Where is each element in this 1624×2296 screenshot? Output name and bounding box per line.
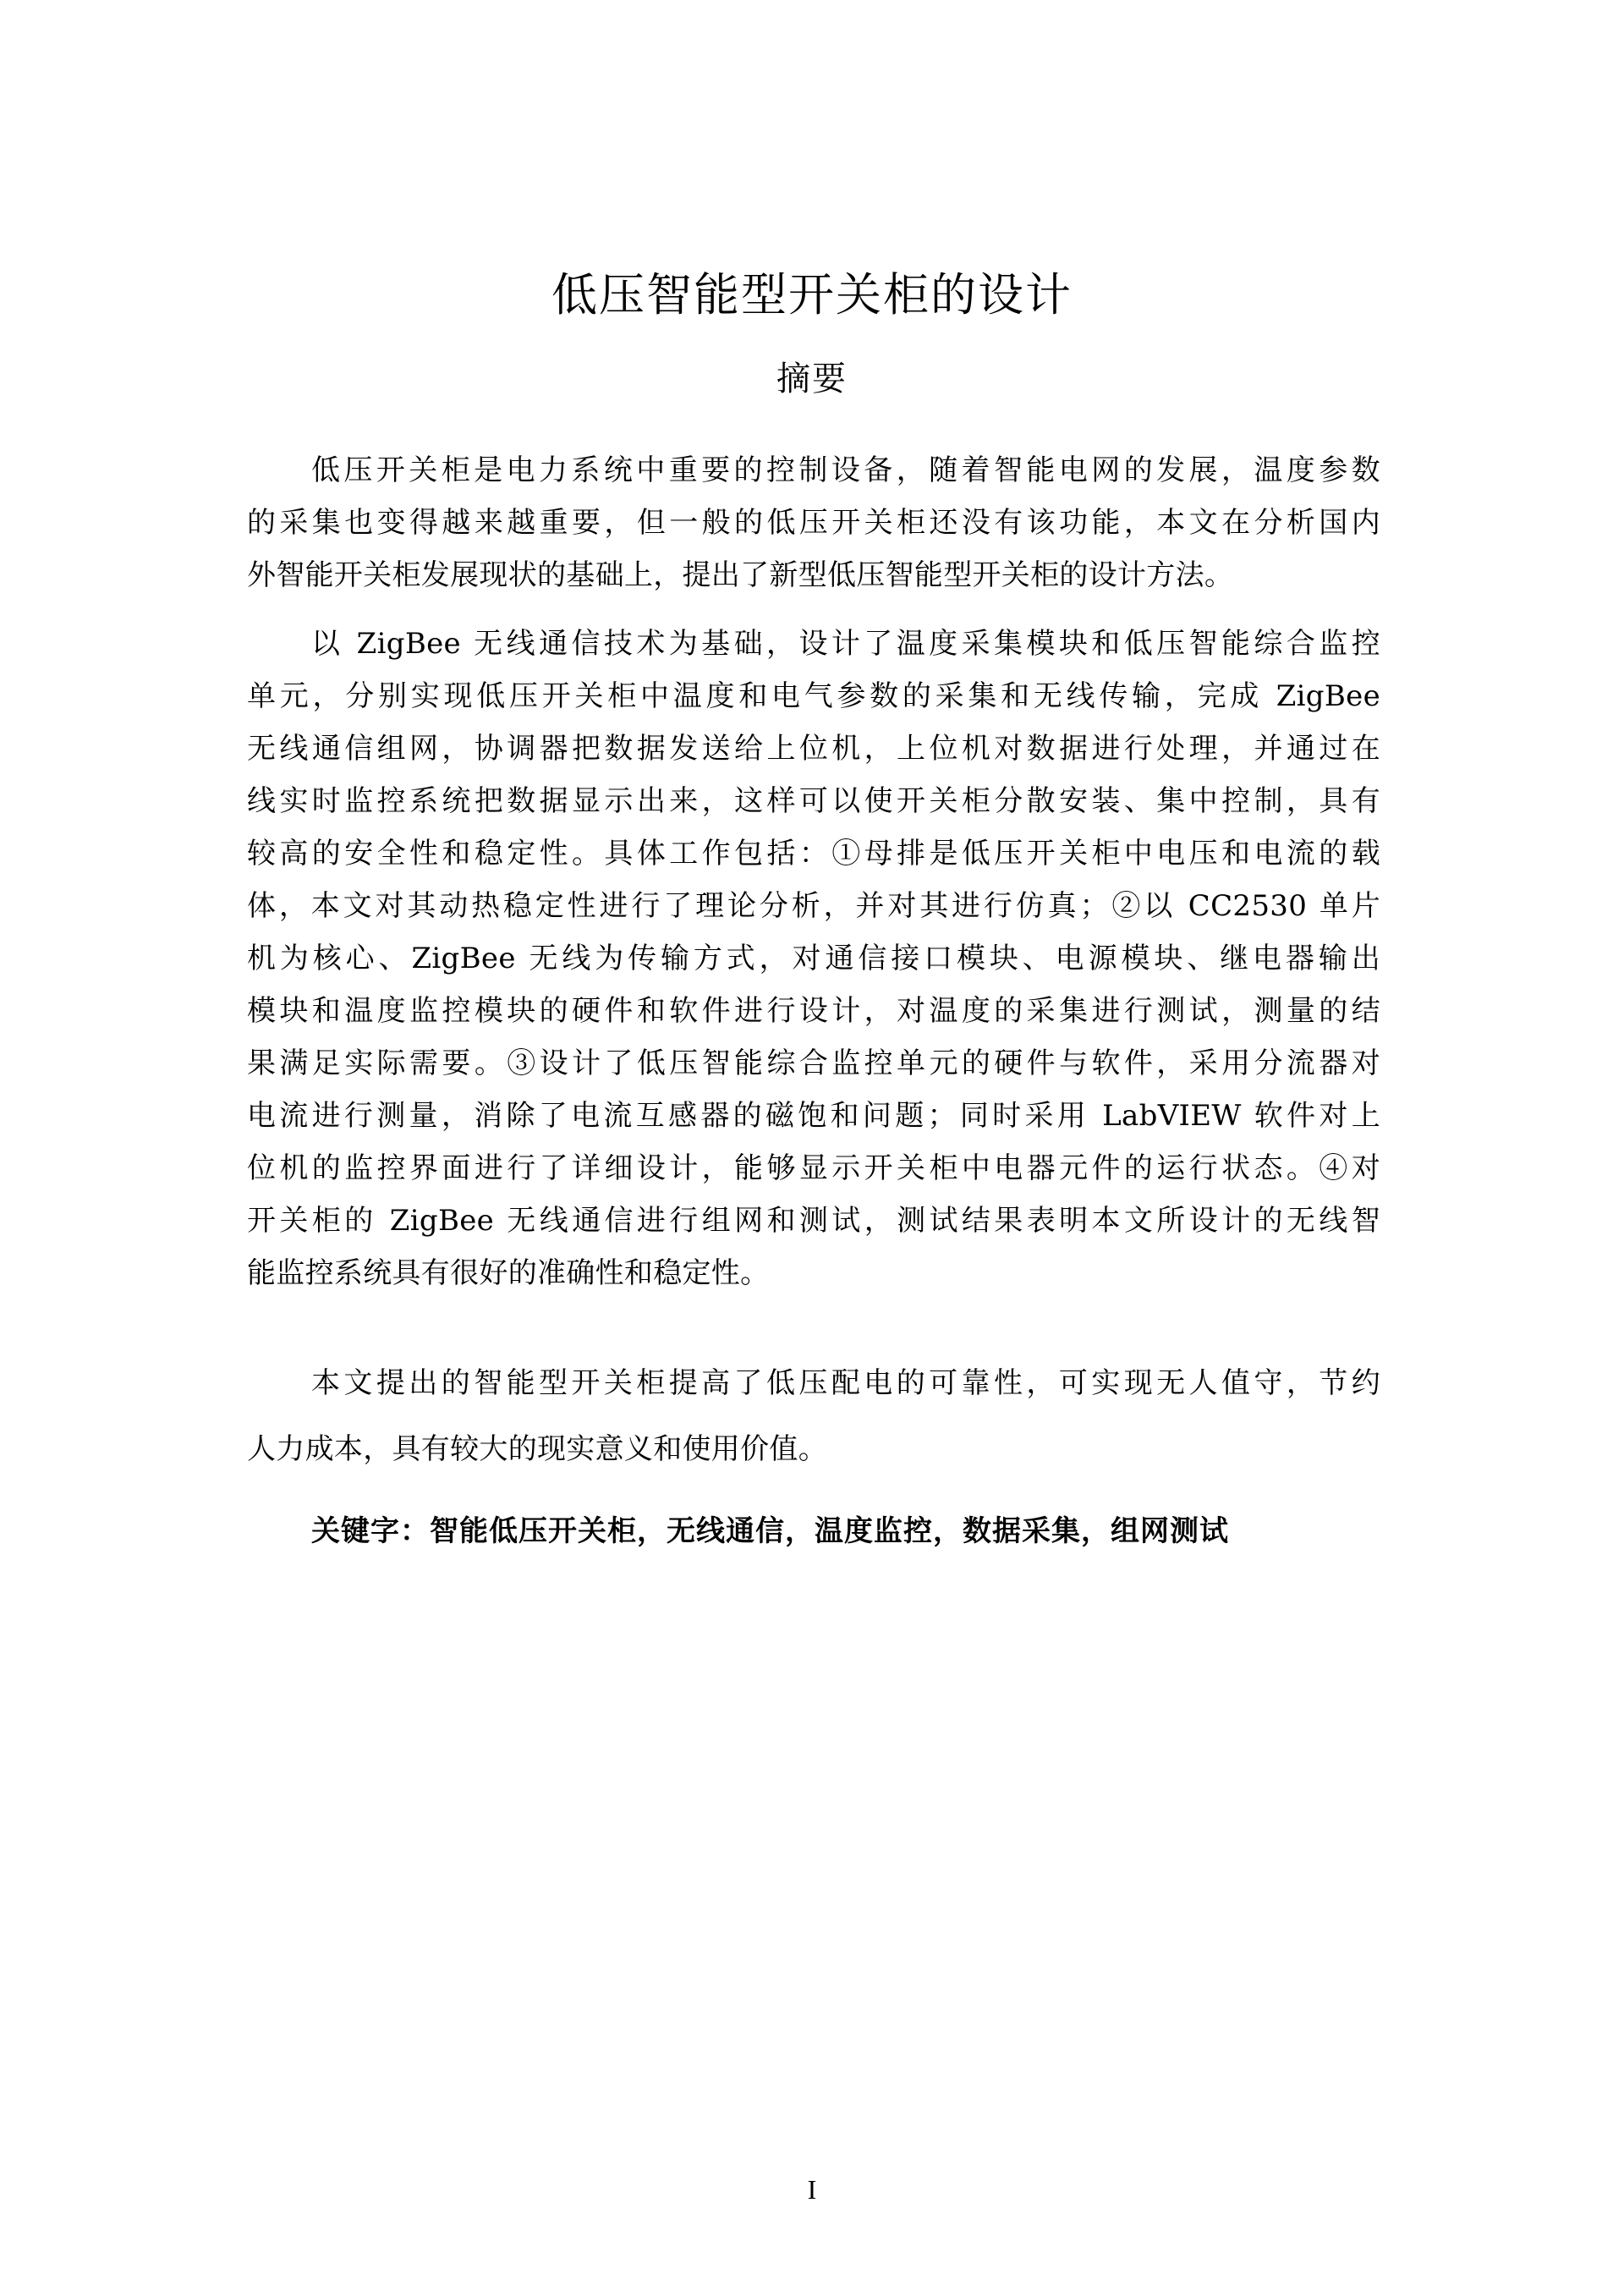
- text-line: 电流进行测量，消除了电流互感器的磁饱和问题；同时采用 LabVIEW 软件对上: [247, 1099, 1380, 1133]
- text-line: 体，本文对其动热稳定性进行了理论分析，并对其进行仿真；②以 CC2530 单片: [247, 889, 1380, 923]
- text-line: 的采集也变得越来越重要，但一般的低压开关柜还没有该功能，本文在分析国内: [247, 506, 1380, 540]
- text-line: 低压开关柜是电力系统中重要的控制设备，随着智能电网的发展，温度参数: [311, 453, 1380, 487]
- text-line: 果满足实际需要。③设计了低压智能综合监控单元的硬件与软件，采用分流器对: [247, 1046, 1380, 1080]
- text-line: 能监控系统具有很好的准确性和稳定性。: [247, 1256, 770, 1290]
- text-line: 以 ZigBee 无线通信技术为基础，设计了温度采集模块和低压智能综合监控: [311, 627, 1380, 661]
- keywords-line: 关键字：智能低压开关柜，无线通信，温度监控，数据采集，组网测试: [311, 1514, 1229, 1548]
- text-line: 本文提出的智能型开关柜提高了低压配电的可靠性，可实现无人值守，节约: [311, 1366, 1380, 1400]
- abstract-paragraph-1: [247, 444, 1380, 601]
- page-number: I: [807, 2174, 817, 2205]
- text-line: 模块和温度监控模块的硬件和软件进行设计，对温度的采集进行测试，测量的结: [247, 994, 1380, 1028]
- abstract-paragraph-2: [247, 618, 1380, 1299]
- text-line: 线实时监控系统把数据显示出来，这样可以使开关柜分散安装、集中控制，具有: [247, 784, 1380, 818]
- text-line: 单元，分别实现低压开关柜中温度和电气参数的采集和无线传输，完成 ZigBee: [247, 679, 1380, 713]
- abstract-paragraph-3: [247, 1350, 1380, 1482]
- text-line: 位机的监控界面进行了详细设计，能够显示开关柜中电器元件的运行状态。④对: [247, 1151, 1380, 1185]
- text-line: 机为核心、ZigBee 无线为传输方式，对通信接口模块、电源模块、继电器输出: [247, 942, 1380, 975]
- abstract-heading: 摘要: [776, 360, 848, 398]
- text-line: 外智能开关柜发展现状的基础上，提出了新型低压智能型开关柜的设计方法。: [247, 558, 1234, 592]
- text-line: 人力成本，具有较大的现实意义和使用价值。: [247, 1432, 827, 1466]
- text-line: 较高的安全性和稳定性。具体工作包括：①母排是低压开关柜中电压和电流的载: [247, 837, 1380, 871]
- document-title: 低压智能型开关柜的设计: [551, 268, 1073, 322]
- text-line: 无线通信组网，协调器把数据发送给上位机，上位机对数据进行处理，并通过在: [247, 732, 1380, 766]
- text-line: 开关柜的 ZigBee 无线通信进行组网和测试，测试结果表明本文所设计的无线智: [247, 1204, 1380, 1238]
